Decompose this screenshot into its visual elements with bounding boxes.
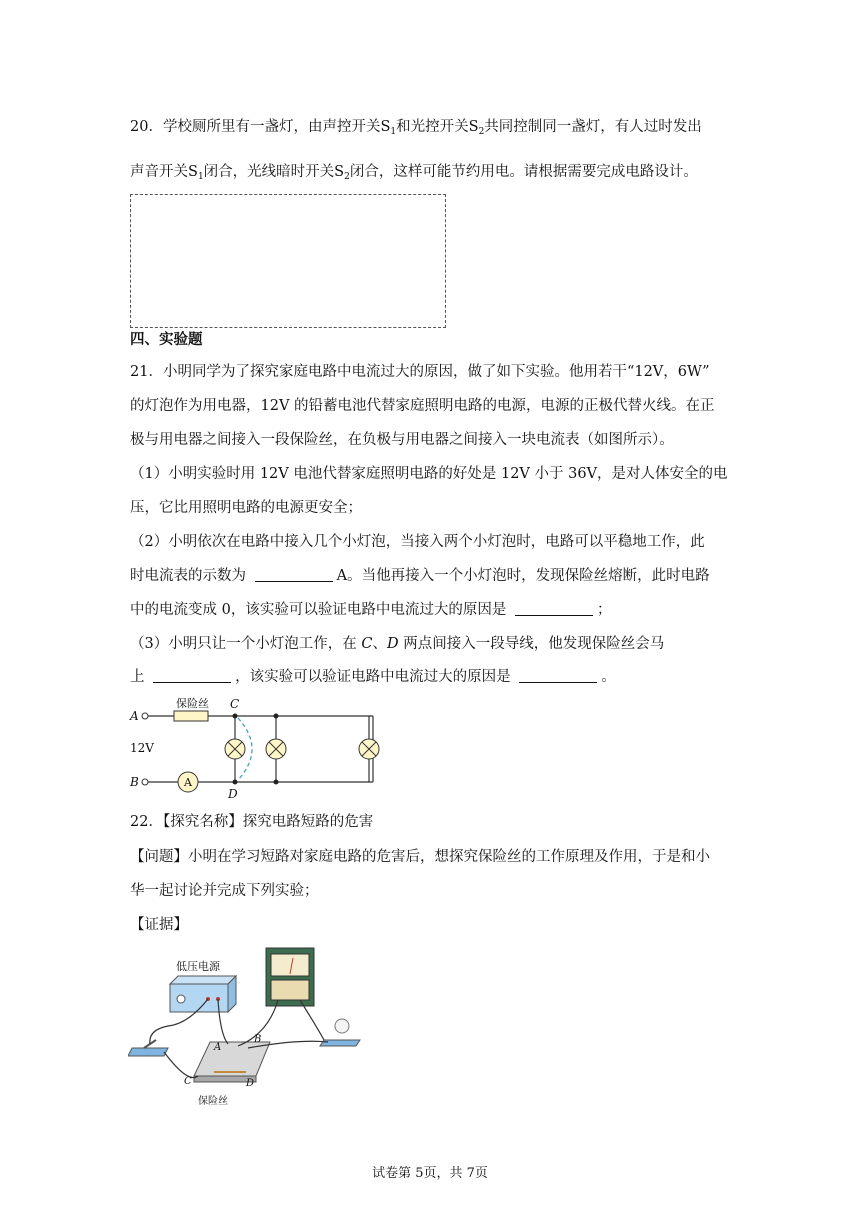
fuse-label: 保险丝 [198,1096,228,1107]
subscript: 1 [197,172,204,182]
q21-s2a: （2）小明依次在电路中接入几个小灯泡，当接入两个小灯泡时，电路可以平稳地工作，此 [130,534,705,550]
q21-s1b: 压，它比用照明电路的电源更安全； [130,500,362,516]
text: 中的电流变成 0，该实验可以验证电路中电流过大的原因是 [130,602,511,618]
ammeter-label: A [184,776,192,789]
lamp-icon [359,739,379,759]
fuse-label: 保险丝 [176,697,209,710]
q22-problem2: 华一起讨论并完成下列实验； [130,883,319,899]
q20-text: 和光控开关S [396,119,479,135]
circuit-diagram [128,694,388,802]
text: （3）小明只让一个小灯泡工作，在 [130,636,362,652]
answer-blank[interactable] [519,668,597,683]
node [274,714,279,719]
q21-p1: 21．小明同学为了探究家庭电路中电流过大的原因，做了如下实验。他用若干“12V，6W” [130,364,710,380]
q22-evidence: 【证据】 [130,917,188,933]
subscript: 2 [344,172,350,182]
q21-s2b [130,566,710,586]
experiment-figure [128,944,368,1112]
answer-blank[interactable] [153,668,231,683]
q20-line1 [130,117,702,142]
text: ； [596,602,612,618]
voltage-label: 12V [130,741,154,755]
q20-text: 闭合，这样可能节约用电。请根据需要完成电路设计。 [349,164,698,180]
text: ，该实验可以验证电路中电流过大的原因是 [235,669,516,685]
text: 。 [601,669,616,685]
q21-s2c [130,600,611,620]
label-b: B [130,775,139,789]
label-c: C [184,1076,192,1087]
q20-text: 声音开关S [130,164,198,180]
q21-s3a [130,634,664,654]
q21-p3: 极与用电器之间接入一段保险丝，在负极与用电器之间接入一块电流表（如图所示）。 [130,432,674,448]
subscript: 1 [390,127,397,137]
label-a: A [214,1042,222,1053]
q20-text: 共同控制同一盏灯，有人过时发出 [484,119,702,135]
text: 上 [130,669,150,685]
q20-text: 闭合，光线暗时开关S [203,164,345,180]
label-a: A [130,709,139,723]
node [274,780,279,785]
node-c [233,714,238,719]
label-d: D [228,787,238,801]
label-b: B [254,1034,262,1045]
q20-text: 20．学校厕所里有一盏灯，由声控开关S [130,119,391,135]
fuse-icon [174,711,208,721]
text: A。当他再接入一个小灯泡时，发现保险丝熔断，此时电路 [336,568,710,584]
answer-blank[interactable] [515,601,593,616]
text: 两点间接入一段导线，他发现保险丝会马 [398,636,665,652]
q21-s3b [130,667,616,687]
ammeter-device-icon [266,948,314,1006]
page-footer: 试卷第 5页，共 7页 [372,1166,488,1181]
q20-line2 [130,162,698,187]
point-label: C [361,636,373,652]
q21-s1a: （1）小明实验时用 12V 电池代替家庭照明电路的好处是 12V 小于 36V，是对人体安全的电 [130,466,728,482]
power-label: 低压电源 [176,960,220,973]
terminal-b [142,779,148,785]
node-d [233,780,238,785]
text: 时电流表的示数为 [130,568,251,584]
answer-box[interactable] [130,194,446,328]
power-supply-icon [170,976,236,1012]
label-c: C [230,697,240,711]
q22-problem1: 【问题】小明在学习短路对家庭电路的危害后，想探究保险丝的工作原理及作用，于是和小 [130,849,710,865]
lamp-icon [266,739,286,759]
q21-p2: 的灯泡作为用电器，12V 的铅蓄电池代替家庭照明电路的电源，电源的正极代替火线。在正 [130,398,715,414]
terminal-a [142,713,148,719]
ammeter-icon [178,772,198,792]
lamp-icon [225,739,245,759]
subscript: 2 [478,127,485,137]
answer-blank[interactable] [255,567,333,582]
label-d: D [246,1078,255,1089]
text: 、 [372,636,387,652]
switch-icon [128,1040,168,1056]
section-title: 四、实验题 [130,331,203,348]
point-label: D [386,636,399,652]
q22-title: 22．【探究名称】探究电路短路的危害 [130,814,374,830]
fuse-board-icon [194,1042,270,1082]
